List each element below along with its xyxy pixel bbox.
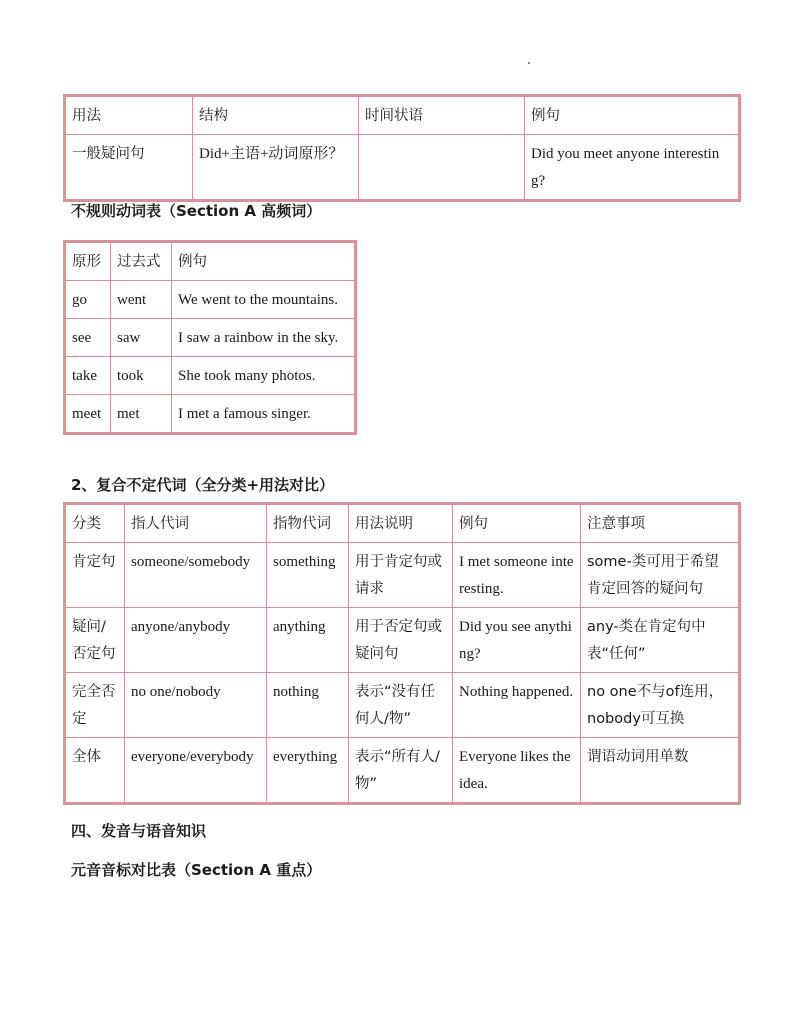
header-cell: 原形 xyxy=(65,242,111,281)
header-cell: 例句 xyxy=(172,242,356,281)
table-row xyxy=(65,135,740,201)
table-cell: took xyxy=(111,357,172,395)
table-row xyxy=(65,673,740,738)
heading-compound-pronouns: 2、复合不定代词（全分类+用法对比） xyxy=(71,476,335,494)
header-cell: 例句 xyxy=(525,96,740,135)
table-cell: see xyxy=(65,319,111,357)
table-cell: no one/nobody xyxy=(125,673,267,738)
table-cell: any-类在肯定句中表“任何” xyxy=(581,608,740,673)
table-cell: She took many photos. xyxy=(172,357,356,395)
table-cell: nothing xyxy=(267,673,349,738)
header-cell: 用法说明 xyxy=(349,504,453,543)
table-cell: everything xyxy=(267,738,349,804)
table-cell: Everyone likes the idea. xyxy=(453,738,581,804)
header-cell: 过去式 xyxy=(111,242,172,281)
table-cell: Did you meet anyone interesting? xyxy=(525,135,740,201)
header-cell: 指物代词 xyxy=(267,504,349,543)
heading-pronunciation: 四、发音与语音知识 xyxy=(71,822,207,840)
table-cell xyxy=(359,135,525,201)
table-cell: 完全否定 xyxy=(65,673,125,738)
table-cell: Did+主语+动词原形？ xyxy=(193,135,359,201)
table-cell: 一般疑问句 xyxy=(65,135,193,201)
table-cell: no one不与of连用，nobody可互换 xyxy=(581,673,740,738)
table-cell: I met someone interesting. xyxy=(453,543,581,608)
compound-pronouns-table xyxy=(63,502,741,805)
table-cell: Nothing happened. xyxy=(453,673,581,738)
header-cell: 时间状语 xyxy=(359,96,525,135)
table-cell: some-类可用于希望肯定回答的疑问句 xyxy=(581,543,740,608)
table-cell: 用于否定句或疑问句 xyxy=(349,608,453,673)
table-header-row xyxy=(65,242,356,281)
table-row xyxy=(65,608,740,673)
table-cell: 谓语动词用单数 xyxy=(581,738,740,804)
table-cell: something xyxy=(267,543,349,608)
table-row xyxy=(65,319,356,357)
table-cell: someone/somebody xyxy=(125,543,267,608)
header-cell: 分类 xyxy=(65,504,125,543)
table-cell: 表示“没有任何人/物” xyxy=(349,673,453,738)
header-cell: 指人代词 xyxy=(125,504,267,543)
table-cell: take xyxy=(65,357,111,395)
table-cell: I saw a rainbow in the sky. xyxy=(172,319,356,357)
table-cell: anything xyxy=(267,608,349,673)
table-cell: met xyxy=(111,395,172,434)
table-cell: go xyxy=(65,281,111,319)
header-cell: 用法 xyxy=(65,96,193,135)
table-cell: anyone/anybody xyxy=(125,608,267,673)
table-cell: 疑问/否定句 xyxy=(65,608,125,673)
table-row xyxy=(65,357,356,395)
table-cell: We went to the mountains. xyxy=(172,281,356,319)
table-cell: 表示“所有人/物” xyxy=(349,738,453,804)
table-row xyxy=(65,543,740,608)
table-cell: everyone/everybody xyxy=(125,738,267,804)
table-cell: I met a famous singer. xyxy=(172,395,356,434)
irregular-verbs-table xyxy=(63,240,357,435)
table-header-row xyxy=(65,96,740,135)
table-row xyxy=(65,738,740,804)
stray-dot xyxy=(528,62,530,64)
table-cell: 全体 xyxy=(65,738,125,804)
table-cell: Did you see anything? xyxy=(453,608,581,673)
header-cell: 结构 xyxy=(193,96,359,135)
table-header-row xyxy=(65,504,740,543)
heading-vowel-table: 元音音标对比表（Section A 重点） xyxy=(71,861,322,879)
table-cell: meet xyxy=(65,395,111,434)
header-cell: 注意事项 xyxy=(581,504,740,543)
table-cell: saw xyxy=(111,319,172,357)
table-row xyxy=(65,395,356,434)
header-cell: 例句 xyxy=(453,504,581,543)
table-cell: 肯定句 xyxy=(65,543,125,608)
table-row xyxy=(65,281,356,319)
heading-irregular-verbs: 不规则动词表（Section A 高频词） xyxy=(71,202,322,220)
table-cell: 用于肯定句或请求 xyxy=(349,543,453,608)
simple-past-question-table xyxy=(63,94,741,202)
table-cell: went xyxy=(111,281,172,319)
